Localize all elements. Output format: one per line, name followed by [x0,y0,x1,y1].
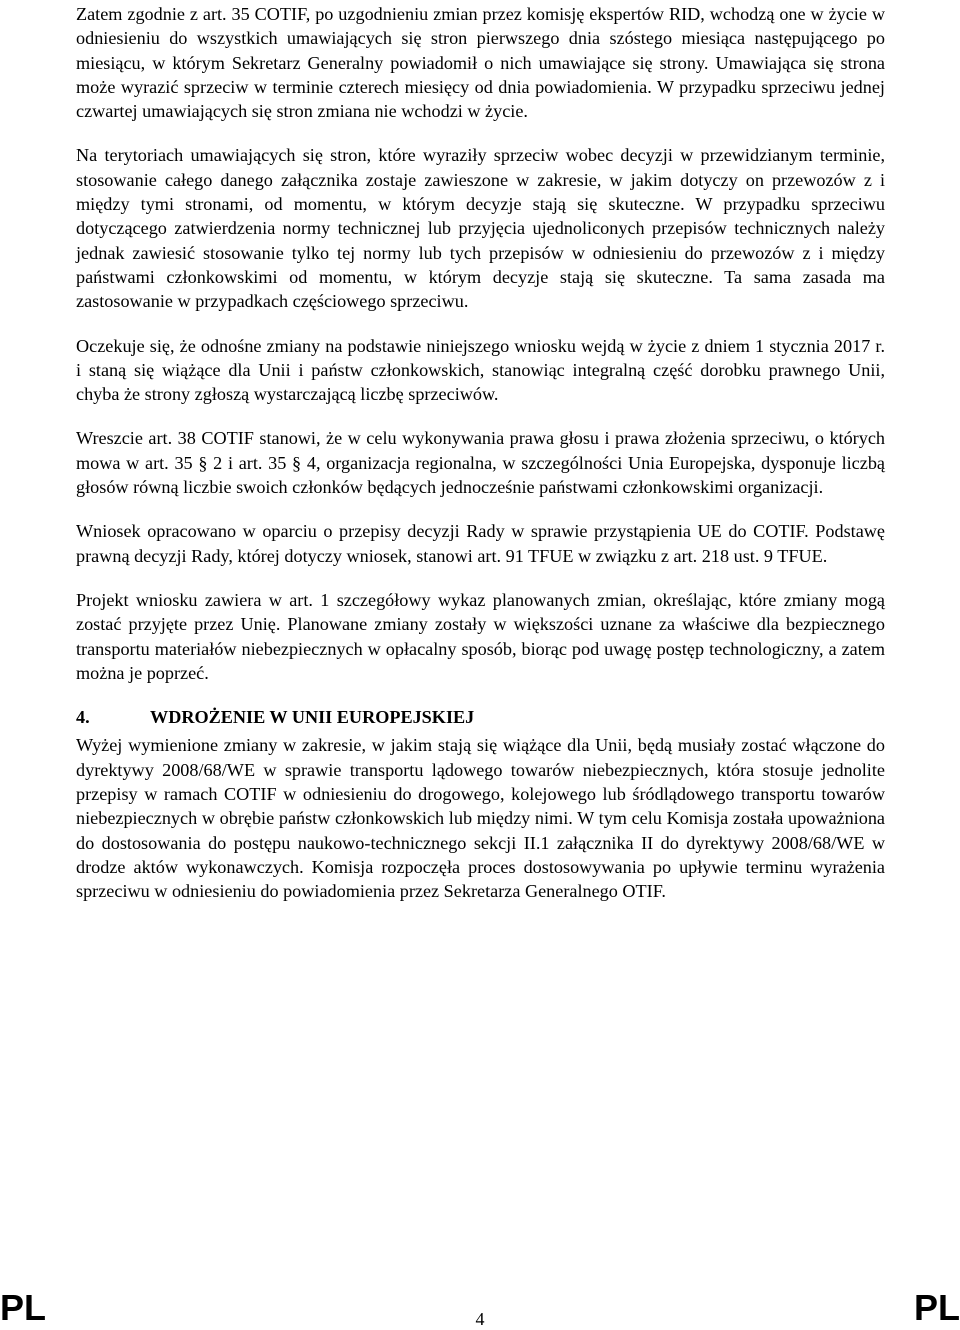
page-footer [0,1288,960,1330]
paragraph-draft-proposal: Projekt wniosku zawiera w art. 1 szczegółowy wykaz planowanych zmian, określając, które zmiany mogą zostać przyjęte przez Unię. Planowane zmiany zostały w większości uznane za właściwe dla bezpiecznego transportu materiałów niebezpiecznych w opłacalny sposób, biorąc pod uwagę postęp technologiczny, a zatem można je poprzeć. [76,589,885,683]
language-code-right: PL [913,1287,960,1328]
section-heading [76,705,885,729]
document-body [76,2,885,924]
language-code-left: PL [0,1287,47,1328]
section-number: 4. [76,707,90,728]
paragraph-expected-date: Oczekuje się, że odnośne zmiany na podstawie niniejszego wniosku wejdą w życie z dniem 1 stycznia 2017 r. i staną się wiążące dla Unii i państw członkowskich, stanowiąc integralną część dorobku prawnego Unii, chyba że strony zgłoszą wystarczającą liczbę sprzeciwów. [76,335,885,405]
paragraph-article-38: Wreszcie art. 38 COTIF stanowi, że w celu wykonywania prawa głosu i prawa złożenia sprzeciwu, o których mowa w art. 35 § 2 i art. 35 § 4, organizacja regionalna, w szczególności Unia Europejska, dysponuje liczbą głosów równą liczbie swoich członków będących jednocześnie państwami członkowskimi organizacji. [76,428,885,498]
paragraph-implementation: Wyżej wymienione zmiany w zakresie, w jakim stają się wiążące dla Unii, będą musiały zostać włączone do dyrektywy 2008/68/WE w sprawie transportu lądowego towarów niebezpiecznych, która stosuje jednolite przepisy w ramach COTIF w odniesieniu do drogowego, kolejowego lub śródlądowego transportu towarów niebezpiecznych w obrębie państw członkowskich lub między nimi. W tym celu Komisja została upoważniona do dostosowania do postępu naukowo-technicznego sekcji II.1 załącznika II do dyrektywy 2008/68/WE w drodze aktów wykonawczych. Komisja rozpoczęła proces dostosowywania po upływie terminu wyrażenia sprzeciwu w odniesieniu do powiadomienia przez Sekretarza Generalnego OTIF. [76,735,885,902]
paragraph-objection-territories: Na terytoriach umawiających się stron, które wyraziły sprzeciw wobec decyzji w przewidzianym terminie, stosowanie całego danego załącznika zostaje zawieszone w zakresie, w jakim dotyczy on przewozów z i między tymi stronami, od momentu, w którym decyzje stają się skuteczne. W przypadku sprzeciwu dotyczącego zatwierdzenia normy technicznej lub przyjęcia ujednoliconych przepisów technicznych należy jednak zawiesić stosowanie tylko tej normy lub tych przepisów w odniesieniu do przewozów z i między państwami członkowskimi od momentu, w którym decyzje stają się skuteczne. Ta sama zasada ma zastosowanie w przypadkach częściowego sprzeciwu. [76,145,885,312]
paragraph-entry-into-force: Zatem zgodnie z art. 35 COTIF, po uzgodnieniu zmian przez komisję ekspertów RID, wchodzą one w życie w odniesieniu do wszystkich umawiających się stron pierwszego dnia szóstego miesiąca następującego po miesiącu, w którym Sekretarz Generalny powiadomił o nich umawiające się strony. Umawiająca się strona może wyrazić sprzeciw w terminie czterech miesięcy od dnia powiadomienia. W przypadku sprzeciwu jednej czwartej umawiających się stron zmiana nie wchodzi w życie. [76,4,885,122]
paragraph-legal-basis: Wniosek opracowano w oparciu o przepisy decyzji Rady w sprawie przystąpienia UE do COTIF. Podstawę prawną decyzji Rady, której dotyczy wniosek, stanowi art. 91 TFUE w związku z art. 218 ust. 9 TFUE. [76,521,885,566]
page-number: 4 [475,1309,485,1329]
section-title: WDROŻENIE W UNII EUROPEJSKIEJ [150,707,475,728]
